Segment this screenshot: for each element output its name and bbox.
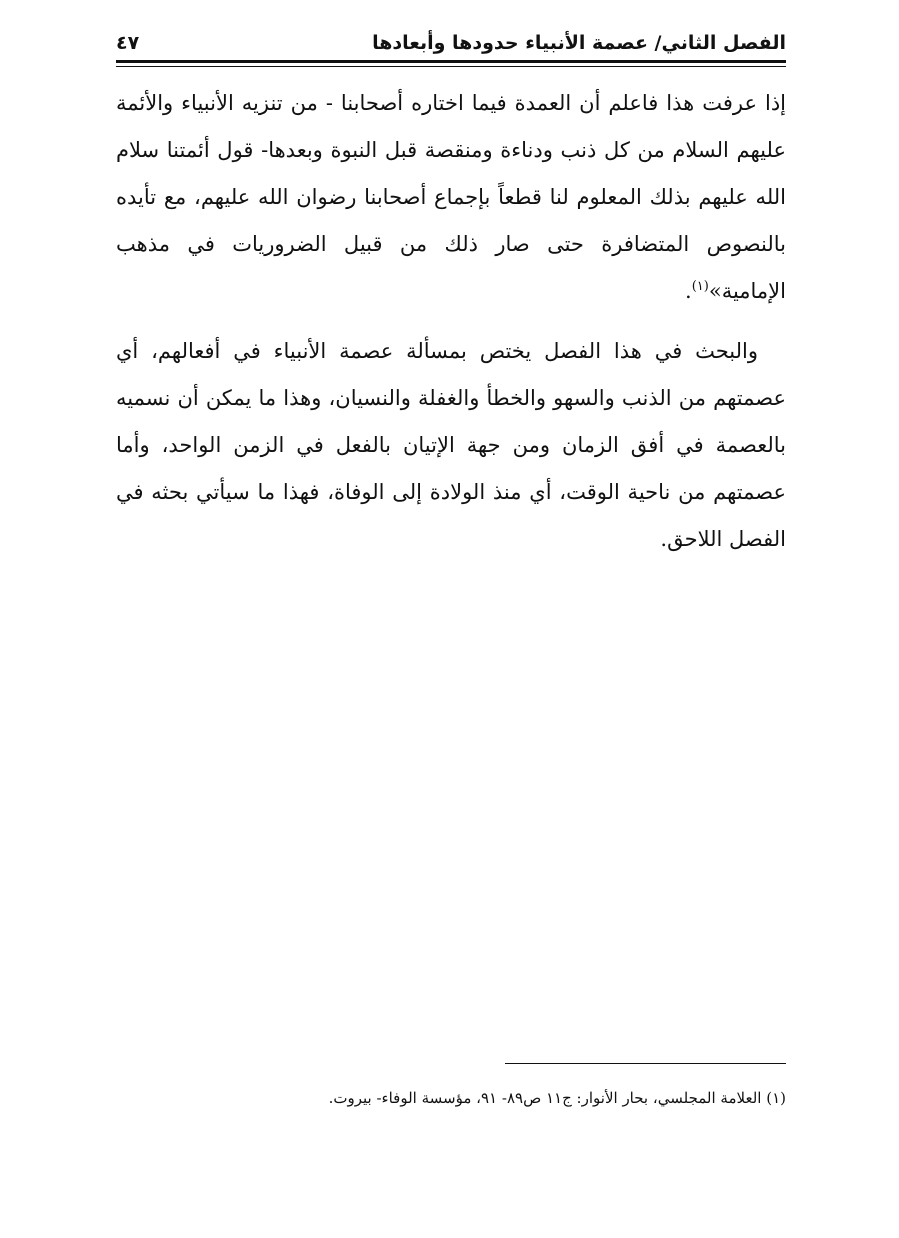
page-number: ٤٧ (116, 32, 140, 54)
chapter-title: الفصل الثاني/ عصمة الأنبياء حدودها وأبعادها (372, 32, 786, 54)
paragraph-quote-text: إذا عرفت هذا فاعلم أن العمدة فيما اختاره أصحابنا - من تنزيه الأنبياء والأئمة عليهم السلام من كل ذنب ودناءة ومنقصة قبل النبوة وبعدها- قول أئمتنا سلام الله عليهم بذلك المعلوم لنا قطعاً بإجماع أصحابنا رضوان الله عليهم، مع تأيده بالنصوص المتضافرة حتى صار ذلك من قبيل الضروريات في مذهب الإمامية» (116, 91, 786, 303)
running-header (116, 32, 786, 60)
paragraph-quote (116, 80, 786, 315)
footnote-number: (١) (766, 1089, 786, 1107)
footnote-separator (505, 1063, 786, 1064)
footnote-reference[interactable]: (١) (691, 279, 709, 294)
paragraph-quote-end: . (685, 279, 692, 303)
footnote (116, 1086, 786, 1110)
header-rule-thin (116, 66, 786, 67)
body-text (116, 80, 786, 563)
footnote-text: العلامة المجلسي، بحار الأنوار: ج١١ ص٨٩- ٩١، مؤسسة الوفاء- بيروت. (328, 1089, 762, 1107)
header-rule-thick (116, 60, 786, 63)
paragraph-discussion: والبحث في هذا الفصل يختص بمسألة عصمة الأنبياء في أفعالهم، أي عصمتهم من الذنب والسهو والخطأ والغفلة والنسيان، وهذا ما يمكن أن نسميه بالعصمة في أفق الزمان ومن جهة الإتيان بالفعل في الزمن الواحد، وأما عصمتهم من ناحية الوقت، أي منذ الولادة إلى الوفاة، فهذا ما سيأتي بحثه في الفصل اللاحق. (116, 339, 786, 551)
